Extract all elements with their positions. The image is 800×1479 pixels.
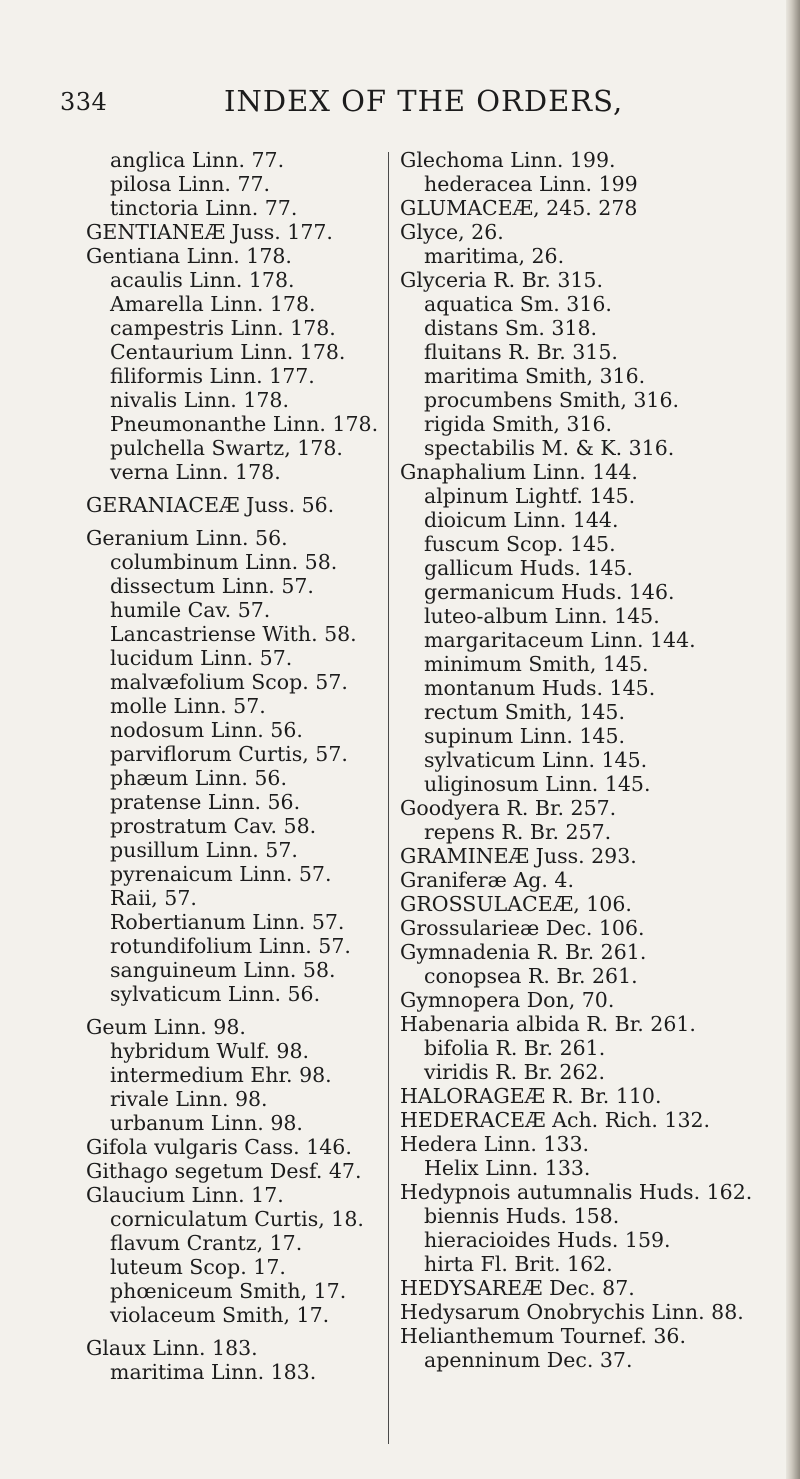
index-entry-heading: Githago segetum Desf. 47. — [86, 1159, 362, 1183]
index-entry-sub: lucidum Linn. 57. — [110, 646, 293, 670]
index-entry-sub: biennis Huds. 158. — [424, 1204, 620, 1228]
index-entry-sub: violaceum Smith, 17. — [110, 1303, 330, 1327]
index-entry-sub: verna Linn. 178. — [110, 460, 281, 484]
index-entry-sub: procumbens Smith, 316. — [424, 388, 680, 412]
index-entry-sub: intermedium Ehr. 98. — [110, 1063, 332, 1087]
index-entry-sub: hybridum Wulf. 98. — [110, 1039, 310, 1063]
index-entry-sub: repens R. Br. 257. — [424, 820, 612, 844]
index-entry-sub: fuscum Scop. 145. — [424, 532, 616, 556]
index-entry-sub: maritima Smith, 316. — [424, 364, 646, 388]
index-entry-sub: filiformis Linn. 177. — [110, 364, 315, 388]
index-entry-sub: nodosum Linn. 56. — [110, 718, 303, 742]
index-entry-sub: rectum Smith, 145. — [424, 700, 625, 724]
index-entry-sub: hederacea Linn. 199 — [424, 172, 638, 196]
index-entry-sub: gallicum Huds. 145. — [424, 556, 634, 580]
index-entry-sub: spectabilis M. & K. 316. — [424, 436, 675, 460]
index-entry-sub: maritima, 26. — [424, 244, 565, 268]
index-entry-heading: Gnaphalium Linn. 144. — [400, 460, 638, 484]
page-number: 334 — [60, 88, 108, 116]
index-entry-sub: humile Cav. 57. — [110, 598, 271, 622]
index-entry-heading: HEDERACEÆ Ach. Rich. 132. — [400, 1108, 711, 1132]
index-entry-sub: sanguineum Linn. 58. — [110, 958, 336, 982]
index-entry-sub: margaritaceum Linn. 144. — [424, 628, 696, 652]
index-entry-sub: supinum Linn. 145. — [424, 724, 626, 748]
index-entry-sub: tinctoria Linn. 77. — [110, 196, 298, 220]
index-entry-sub: bifolia R. Br. 261. — [424, 1036, 606, 1060]
index-entry-heading: Gymnopera Don, 70. — [400, 988, 615, 1012]
index-entry-heading: GROSSULACEÆ, 106. — [400, 892, 632, 916]
index-entry-heading: HEDYSAREÆ Dec. 87. — [400, 1276, 635, 1300]
index-entry-sub: phœniceum Smith, 17. — [110, 1279, 347, 1303]
index-entry-sub: hieracioides Huds. 159. — [424, 1228, 671, 1252]
index-entry-sub: uliginosum Linn. 145. — [424, 772, 651, 796]
index-entry-sub: prostratum Cav. 58. — [110, 814, 317, 838]
index-entry-sub: montanum Huds. 145. — [424, 676, 656, 700]
index-entry-sub: pilosa Linn. 77. — [110, 172, 271, 196]
index-entry-sub: Centaurium Linn. 178. — [110, 340, 346, 364]
index-entry-sub: malvæfolium Scop. 57. — [110, 670, 348, 694]
index-column-right — [400, 148, 790, 1372]
index-entry-heading: Geranium Linn. 56. — [86, 526, 288, 550]
index-entry-heading: Hedypnois autumnalis Huds. 162. — [400, 1180, 753, 1204]
index-entry-heading: GENTIANEÆ Juss. 177. — [86, 220, 333, 244]
index-entry-sub: rivale Linn. 98. — [110, 1087, 268, 1111]
index-entry-sub: columbinum Linn. 58. — [110, 550, 338, 574]
index-entry-sub: Amarella Linn. 178. — [110, 292, 316, 316]
index-entry-sub: dissectum Linn. 57. — [110, 574, 314, 598]
index-entry-sub: corniculatum Curtis, 18. — [110, 1207, 364, 1231]
index-entry-sub: nivalis Linn. 178. — [110, 388, 289, 412]
column-divider — [388, 152, 389, 1444]
index-entry-sub: minimum Smith, 145. — [424, 652, 649, 676]
index-entry-sub: urbanum Linn. 98. — [110, 1111, 303, 1135]
index-entry-heading: Hedera Linn. 133. — [400, 1132, 590, 1156]
index-entry-sub: distans Sm. 318. — [424, 316, 598, 340]
index-entry-sub: apenninum Dec. 37. — [424, 1348, 633, 1372]
index-entry-sub: germanicum Huds. 146. — [424, 580, 675, 604]
index-entry-sub: pyrenaicum Linn. 57. — [110, 862, 332, 886]
index-entry-heading: Glaux Linn. 183. — [86, 1336, 258, 1360]
index-entry-sub: anglica Linn. 77. — [110, 148, 285, 172]
index-entry-sub: sylvaticum Linn. 145. — [424, 748, 648, 772]
index-entry-sub: molle Linn. 57. — [110, 694, 266, 718]
index-entry-heading: GERANIACEÆ Juss. 56. — [86, 493, 335, 517]
index-entry-sub: acaulis Linn. 178. — [110, 268, 295, 292]
index-column-left — [86, 148, 396, 1384]
index-entry-sub: aquatica Sm. 316. — [424, 292, 612, 316]
index-entry-sub: Raii, 57. — [110, 886, 197, 910]
index-entry-sub: Pneumonanthe Linn. 178. — [110, 412, 379, 436]
index-entry-sub: pusillum Linn. 57. — [110, 838, 298, 862]
index-entry-sub: maritima Linn. 183. — [110, 1360, 317, 1384]
index-entry-heading: Glyceria R. Br. 315. — [400, 268, 603, 292]
index-entry-sub: conopsea R. Br. 261. — [424, 964, 638, 988]
index-entry-heading: GRAMINEÆ Juss. 293. — [400, 844, 637, 868]
index-entry-sub: sylvaticum Linn. 56. — [110, 982, 321, 1006]
index-entry-sub: rotundifolium Linn. 57. — [110, 934, 351, 958]
index-entry-heading: Graniferæ Ag. 4. — [400, 868, 574, 892]
index-entry-heading: Helianthemum Tournef. 36. — [400, 1324, 686, 1348]
index-entry-sub: Robertianum Linn. 57. — [110, 910, 345, 934]
index-entry-sub: Lancastriense With. 58. — [110, 622, 357, 646]
index-entry-heading: Hedysarum Onobrychis Linn. 88. — [400, 1300, 744, 1324]
index-entry-heading: Glaucium Linn. 17. — [86, 1183, 284, 1207]
index-entry-heading: HALORAGEÆ R. Br. 110. — [400, 1084, 662, 1108]
index-entry-sub: luteum Scop. 17. — [110, 1255, 286, 1279]
index-entry-sub: fluitans R. Br. 315. — [424, 340, 618, 364]
index-entry-sub: flavum Crantz, 17. — [110, 1231, 303, 1255]
index-entry-heading: Gentiana Linn. 178. — [86, 244, 292, 268]
index-entry-sub: phæum Linn. 56. — [110, 766, 287, 790]
index-entry-sub: pulchella Swartz, 178. — [110, 436, 343, 460]
index-entry-sub: Helix Linn. 133. — [424, 1156, 591, 1180]
index-entry-sub: pratense Linn. 56. — [110, 790, 301, 814]
running-head: INDEX OF THE ORDERS, — [224, 84, 624, 118]
index-entry-sub: alpinum Lightf. 145. — [424, 484, 636, 508]
index-entry-sub: luteo-album Linn. 145. — [424, 604, 660, 628]
index-entry-heading: GLUMACEÆ, 245. 278 — [400, 196, 638, 220]
index-entry-heading: Habenaria albida R. Br. 261. — [400, 1012, 696, 1036]
index-entry-sub: dioicum Linn. 144. — [424, 508, 619, 532]
index-entry-sub: rigida Smith, 316. — [424, 412, 613, 436]
index-entry-sub: campestris Linn. 178. — [110, 316, 336, 340]
index-entry-heading: Glechoma Linn. 199. — [400, 148, 616, 172]
index-entry-heading: Geum Linn. 98. — [86, 1015, 246, 1039]
index-entry-sub: hirta Fl. Brit. 162. — [424, 1252, 613, 1276]
index-entry-heading: Gifola vulgaris Cass. 146. — [86, 1135, 352, 1159]
index-entry-heading: Glyce, 26. — [400, 220, 504, 244]
index-entry-sub: viridis R. Br. 262. — [424, 1060, 605, 1084]
index-entry-heading: Goodyera R. Br. 257. — [400, 796, 617, 820]
index-entry-sub: parviflorum Curtis, 57. — [110, 742, 348, 766]
index-entry-heading: Gymnadenia R. Br. 261. — [400, 940, 647, 964]
index-entry-heading: Grossularieæ Dec. 106. — [400, 916, 645, 940]
